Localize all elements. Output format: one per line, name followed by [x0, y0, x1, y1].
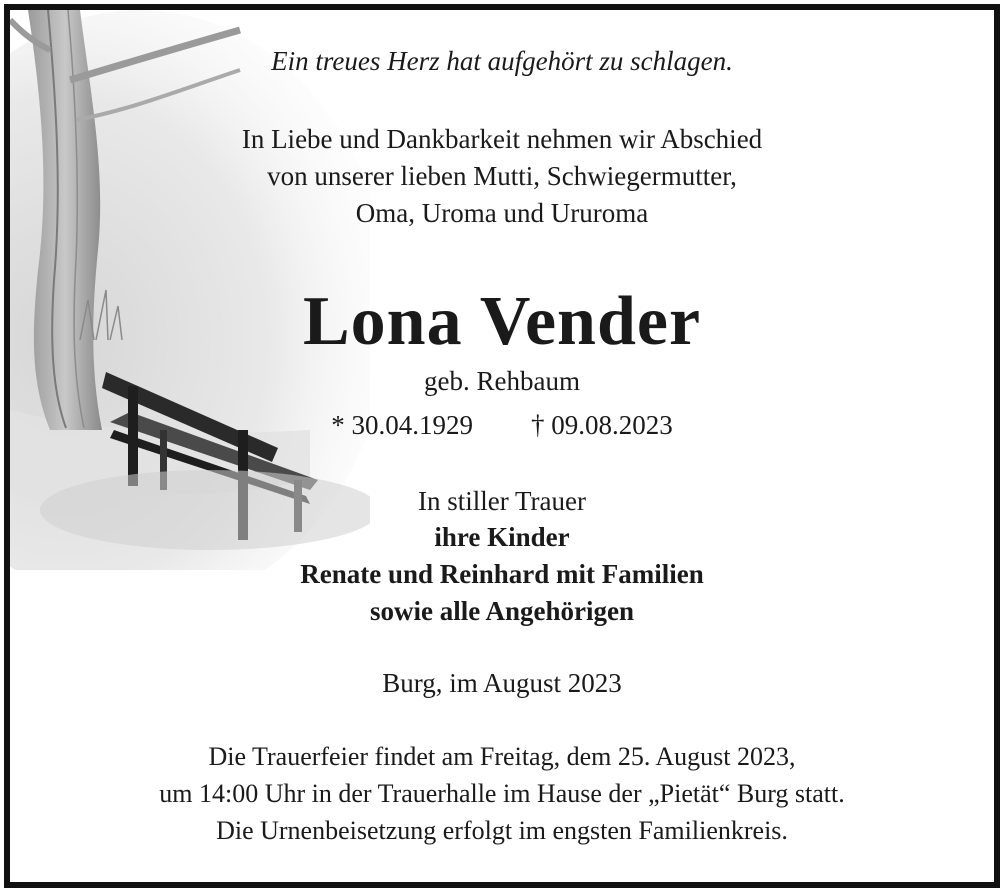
birth-name: geb. Rehbaum [424, 366, 580, 396]
service-line-2: um 14:00 Uhr in der Trauerhalle im Hause der „Pietät“ Burg statt. [159, 779, 845, 808]
death-date: † 09.08.2023 [531, 410, 673, 440]
birth-date: * 30.04.1929 [331, 410, 473, 440]
mourning-intro: In stiller Trauer [418, 486, 586, 516]
intro-line-1: In Liebe und Dankbarkeit nehmen wir Abschied [241, 124, 763, 154]
motto: Ein treues Herz hat aufgehört zu schlagen. [271, 46, 733, 76]
deceased-name: Lona Vender [302, 283, 702, 360]
service-line-1: Die Trauerfeier findet am Freitag, dem 25. August 2023, [208, 742, 796, 771]
mourners-line-3: sowie alle Angehörigen [370, 596, 634, 626]
intro-line-3: Oma, Uroma und Ururoma [355, 198, 649, 228]
service-line-3: Die Urnenbeisetzung erfolgt im engsten Familienkreis. [216, 816, 788, 845]
mourners-line-2: Renate und Reinhard mit Familien [300, 559, 704, 589]
intro-line-2: von unserer lieben Mutti, Schwiegermutter, [267, 161, 737, 191]
place-date: Burg, im August 2023 [382, 668, 622, 698]
obituary-notice [4, 4, 1000, 888]
mourners-line-1: ihre Kinder [434, 522, 570, 552]
life-dates [10, 410, 994, 441]
